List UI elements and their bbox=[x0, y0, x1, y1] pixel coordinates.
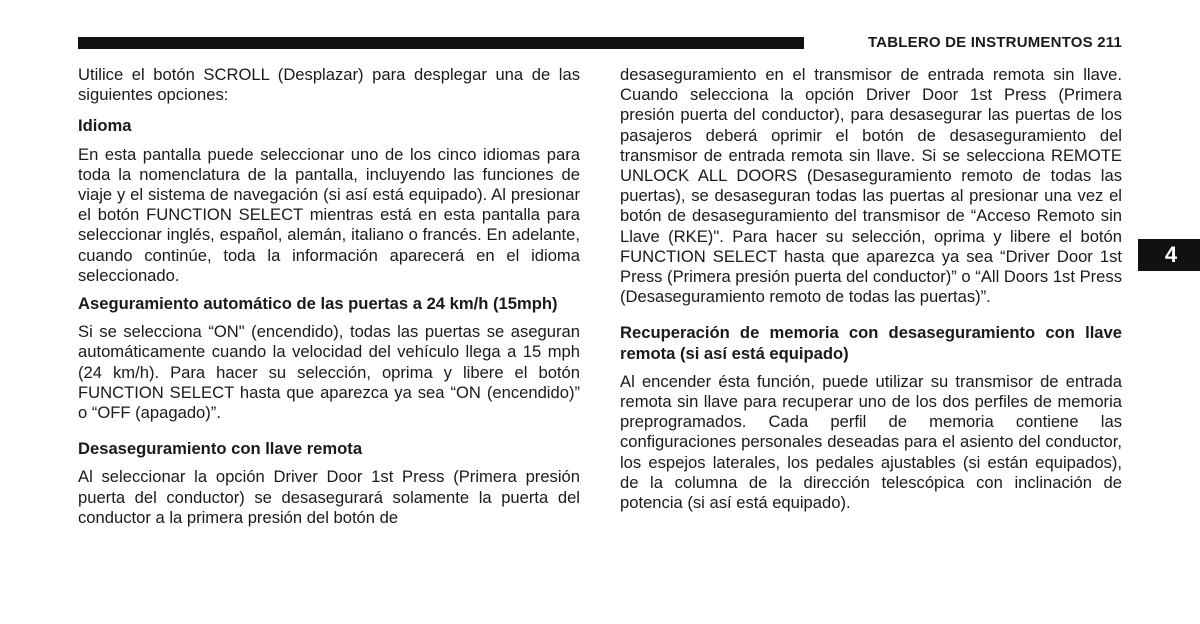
memory-recall-heading: Recuperación de memoria con desaseguramiento con llave remota (si así está equipado) bbox=[620, 323, 1122, 363]
auto-lock-paragraph: Si se selecciona “ON" (encendido), todas las puertas se aseguran automáticamente cuando la velocidad del vehículo llega a 15 mph (24 km/h). Para hacer su selección, oprima y libere el botón FUNCTION SELECT hasta que aparezca ya sea “ON (encendido)” o “OFF (apagado)”. bbox=[78, 322, 580, 423]
remote-unlock-heading: Desaseguramiento con llave remota bbox=[78, 439, 363, 459]
idioma-paragraph: En esta pantalla puede seleccionar uno de los cinco idiomas para toda la nomenclatura de la pantalla, incluyendo las funciones de viaje y el sistema de navegación (si así está equipado). Al presionar el botón FUNCTION SELECT mientras está en esta pantalla para seleccionar inglés, español, alemán, italiano o francés. En adelante, cuando continúe, toda la información aparecerá en el idioma seleccionado. bbox=[78, 144, 580, 285]
intro-paragraph: Utilice el botón SCROLL (Desplazar) para desplegar una de las siguientes opciones: bbox=[78, 65, 580, 105]
idioma-heading: Idioma bbox=[78, 116, 132, 136]
memory-recall-paragraph: Al encender ésta función, puede utilizar su transmisor de entrada remota sin llave para recuperar uno de los dos perfiles de memoria preprogramados. Cada perfil de memoria contiene las configuraciones personales deseadas para el asiento del conductor, los espejos laterales, los pedales ajustables (si están equipados), de la columna de la dirección telescópica con inclinación de potencia (si así está equipado). bbox=[620, 371, 1122, 513]
remote-unlock-continued-paragraph: desaseguramiento en el transmisor de entrada remota sin llave. Cuando selecciona la opción Driver Door 1st Press (Primera presión puerta del conductor), para desasegurar las puertas de los pasajeros deberá oprimir el botón de desaseguramiento del transmisor de entrada remota sin llave. Si se selecciona REMOTE UNLOCK ALL DOORS (Desaseguramiento remoto de todas las puertas), se desaseguran todas las puertas al presionar una vez el botón de desaseguramiento del transmisor de “Acceso Remoto sin Llave (RKE)". Para hacer su selección, oprima y libere el botón FUNCTION SELECT hasta que aparezca ya sea “Driver Door 1st Press (Primera presión puerta del conductor)” o “All Doors 1st Press (Desaseguramiento remoto de todas las puertas)”. bbox=[620, 65, 1122, 307]
remote-unlock-paragraph: Al seleccionar la opción Driver Door 1st Press (Primera presión puerta del conductor) se desasegurará solamente la puerta del conductor a la primera presión del botón de bbox=[78, 467, 580, 527]
chapter-tab: 4 bbox=[1138, 239, 1200, 271]
auto-lock-heading: Aseguramiento automático de las puertas a 24 km/h (15mph) bbox=[78, 294, 558, 314]
header-rule bbox=[78, 37, 804, 49]
running-header-title: TABLERO DE INSTRUMENTOS 211 bbox=[867, 34, 1122, 51]
left-column bbox=[78, 65, 580, 528]
right-column bbox=[620, 65, 1122, 513]
